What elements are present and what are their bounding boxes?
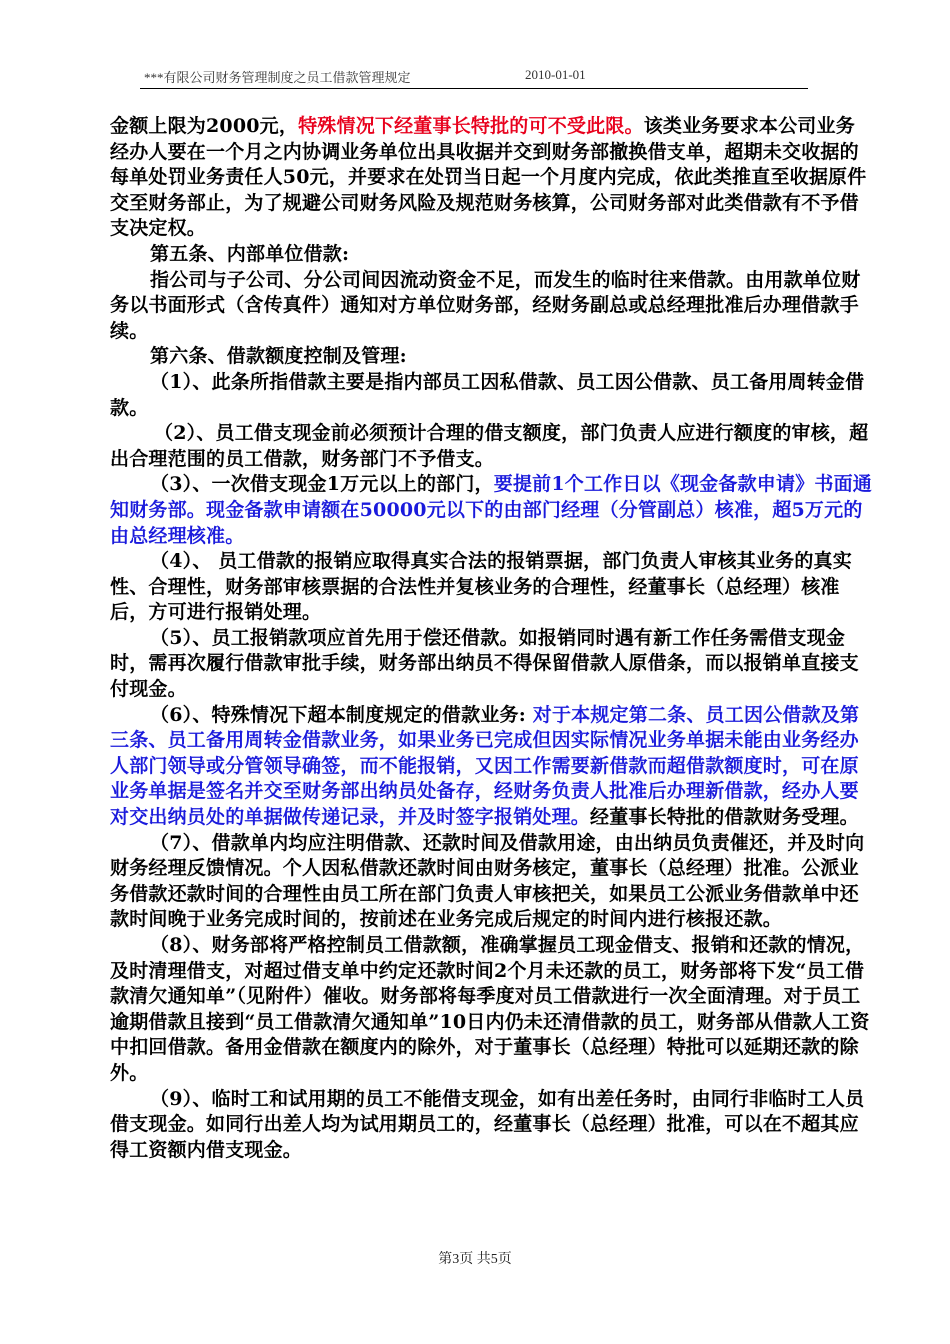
section-heading: [110, 344, 872, 370]
text-run: （1）、此条所指借款主要是指内部员工因私借款、员工因公借款、员工备用周转金借款。: [110, 370, 865, 419]
paragraph: [110, 626, 872, 703]
text-run: 第六条、借款额度控制及管理:: [150, 345, 407, 368]
text-run: 金额上限为2000元，: [110, 115, 299, 137]
text-run-blue: 要提前1个工作日以《现金备款申请》书面通知财务部。现金备款申请额在50000元以下的由部门经理（分管副总）核准，超5万元的由总经理核准。: [110, 473, 872, 547]
text-run: 经董事长特批的借款财务受理。: [590, 806, 859, 829]
text-run: （7）、借款单内均应注明借款、还款时间及借款用途，由出纳员负责催还，并及时向财务经理反馈情况。个人因私借款还款时间由财务核定，董事长（总经理）批准。公派业务借款还款时间的合理性由员工所在部门负责人审核把关，如果员工公派业务借款单中还款时间晚于业务完成时间的，按前述在业务完成后规定的时间内进行核报还款。: [110, 831, 865, 931]
paragraph: [110, 268, 872, 345]
text-run: （5）、员工报销款项应首先用于偿还借款。如报销同时遇有新工作任务需借支现金时，需再次履行借款审批手续，财务部出纳员不得保留借款人原借条，而以报销单直接支付现金。: [110, 626, 859, 701]
paragraph: [110, 933, 872, 1087]
text-run: （6）、特殊情况下超本制度规定的借款业务:: [150, 703, 533, 726]
document-body: [110, 114, 872, 1163]
header-title: ***有限公司财务管理制度之员工借款管理规定: [144, 70, 411, 85]
paragraph: [110, 703, 872, 831]
text-run: 该类业务要求本公司业务经办人要在一个月之内协调业务单位出具收据并交到财务部撤换借支单，超期未交收据的每单处罚业务责任人50元，并要求在处罚当日起一个月度内完成，依此类推直至收据原件交至财务部止，为了规避公司财务风险及规范财务核算，公司财务部对此类借款有不予借支决定权。: [110, 115, 867, 240]
paragraph: [110, 370, 872, 421]
text-run: （8）、财务部将严格控制员工借款额，准确掌握员工现金借支、报销和还款的情况，及时清理借支，对超过借支单中约定还款时间2个月未还款的员工，财务部将下发“员工借款清欠通知单”（见附件）催收。财务部将每季度对员工借款进行一次全面清理。对于员工逾期借款且接到“员工借款清欠通知单”10日内仍未还清借款的员工，财务部从借款人工资中扣回借款。备用金借款在额度内的除外，对于董事长（总经理）特批可以延期还款的除外。: [110, 934, 870, 1084]
paragraph: [110, 831, 872, 933]
paragraph: [110, 114, 872, 242]
paragraph: [110, 472, 872, 549]
paragraph: [110, 1087, 872, 1164]
text-run-red: 特殊情况下经董事长特批的可不受此限。: [298, 115, 644, 137]
paragraph: [110, 549, 872, 626]
text-run: （2）、员工借支现金前必须预计合理的借支额度，部门负责人应进行额度的审核，超出合理范围的员工借款，财务部门不予借支。: [110, 422, 869, 470]
text-run: （4）、 员工借款的报销应取得真实合法的报销票据，部门负责人审核其业务的真实性、合理性，财务部审核票据的合法性并复核业务的合理性，经董事长（总经理）核准后，方可进行报销处理。: [110, 550, 852, 624]
header-date: 2010-01-01: [525, 67, 586, 82]
page-header: [140, 62, 808, 89]
page-number: 第3页 共5页: [438, 1252, 512, 1267]
page-footer: [0, 1248, 950, 1268]
text-run: （3）、一次借支现金1万元以上的部门，: [150, 473, 494, 496]
paragraph: [110, 421, 872, 472]
text-run: （9）、临时工和试用期的员工不能借支现金，如有出差任务时，由同行非临时工人员借支现金。如同行出差人均为试用期员工的，经董事长（总经理）批准，可以在不超其应得工资额内借支现金。: [110, 1087, 865, 1161]
text-run-blue: 对于本规定第二条、员工因公借款及第三条、员工备用周转金借款业务，如果业务已完成但因实际情况业务单据未能由业务经办人部门领导或分管领导确签，而不能报销，又因工作需要新借款而超借款额度时，可在原业务单据是签名并交至财务部出纳员处备存，经财务负责人批准后办理新借款，经办人要对交出纳员处的单据做传递记录，并及时签字报销处理。: [110, 703, 860, 829]
section-heading: [110, 242, 872, 268]
text-run: 指公司与子公司、分公司间因流动资金不足，而发生的临时往来借款。由用款单位财务以书面形式（含传真件）通知对方单位财务部，经财务副总或总经理批准后办理借款手续。: [110, 268, 861, 342]
text-run: 第五条、内部单位借款:: [150, 242, 350, 265]
